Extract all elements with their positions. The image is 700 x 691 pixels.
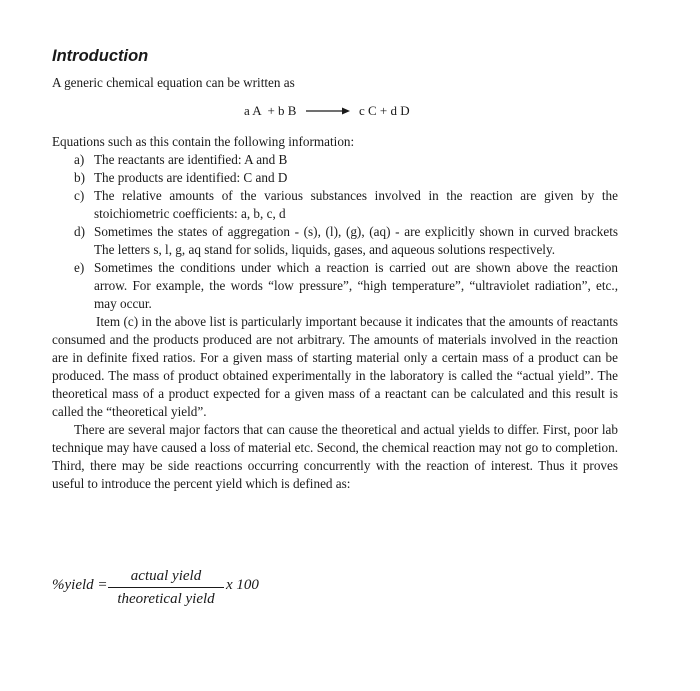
list-marker: b) [74,170,85,186]
intro-sentence: A generic chemical equation can be written as [52,75,295,90]
list-lead: Equations such as this contain the following information: [52,134,355,150]
list-item [74,187,618,223]
percent-yield-formula [52,566,312,610]
list-item-text: The relative amounts of the various substances involved in the reaction are given by the stoichiometric coefficients: a, b, c, d [94,188,618,222]
formula-numerator: actual yield [130,568,202,584]
formula-lhs: %yield = [52,577,108,593]
list-item-text: Sometimes the conditions under which a reaction is carried out are shown above the reaction arrow. For example, the words “low pressure”, “high temperature”, “ultraviolet radiation”, etc., may occur. [94,260,618,312]
list-item [74,169,618,187]
information-list [52,151,618,313]
section-heading: Introduction [52,47,149,65]
list-item [74,223,618,259]
paragraph-yield-factors: There are several major factors that can cause the theoretical and actual yields to differ. First, poor lab technique may have caused a loss of material etc. Second, the chemical reaction may not go to completion. Third, there may be side reactions occurring concurrently with the reaction of interest. Thus it proves useful to introduce the percent yield which is defined as: [52,422,618,492]
list-marker: c) [74,188,85,204]
list-item [74,151,618,169]
equation-reactants: a A + b B [244,103,297,118]
reaction-arrow-icon [306,103,350,121]
generic-chemical-equation [244,102,618,121]
fraction-bar [108,587,224,588]
list-item-text: The reactants are identified: A and B [94,152,288,168]
document-page [52,40,618,493]
list-marker: e) [74,260,85,276]
formula-fraction [108,566,224,609]
list-item-text: Sometimes the states of aggregation - (s), (l), (g), (aq) - are explicitly shown in curved brackets The letters s, l, g, aq stand for solids, liquids, gases, and aqueous solutions respectively. [94,224,618,258]
list-marker: a) [74,152,85,168]
list-item-text: The products are identified: C and D [94,170,288,186]
paragraph-item-c: Item (c) in the above list is particularly important because it indicates that the amounts of reactants consumed and the products produced are not arbitrary. The amounts of materials involved in the reaction are in definite fixed ratios. For a given mass of starting material only a certain mass of a product can be produced. The mass of product obtained experimentally in the laboratory is called the “actual yield”. The theoretical mass of a product expected for a given mass of a reactant can be calculated and this result is called the “theoretical yield”. [52,314,618,420]
equation-products: c C + d D [358,103,410,118]
list-marker: d) [74,224,85,240]
list-item [74,259,618,313]
formula-denominator: theoretical yield [117,591,215,607]
formula-multiplier: x 100 [226,577,259,593]
